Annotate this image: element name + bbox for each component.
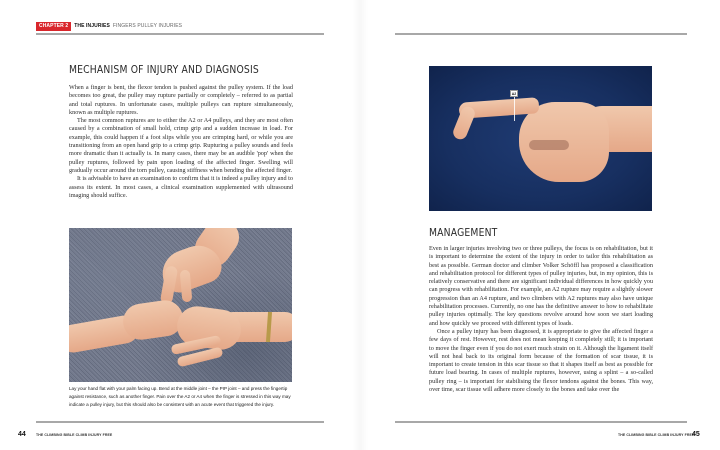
header-rule	[36, 33, 324, 35]
a2-indicator-line	[514, 97, 515, 121]
running-header	[36, 21, 182, 31]
photo-a2-finger	[429, 66, 652, 211]
paragraph: Even in larger injuries involving two or three pulleys, the focus is on rehabilitation, but it is important to determine the extent of the injury in order to tailor this rehabilitation as best as possible. German doctor and climber Volker Schöffl has proposed a classification and rehabilitation protocol for different types of pulley injuries, but, in my opinion, this is relatively conservative and there are significant individual differences in how quickly you can progress with rehabilitation. For example, an A2 rupture may require a slightly slower progression than an A4 rupture, and two climbers with A2 ruptures may also have unique rehabilitation processes. Currently, no one has the definitive answer to how to rehabilitate pulley injuries optimally. The key questions revolve around how soon we start loading and how quickly we proceed with different types of loads.	[429, 245, 653, 327]
page-number-right: 45	[692, 431, 700, 438]
paragraph: The most common ruptures are to either the A2 or A4 pulleys, and they are most often caused by a combination of small hold, crimp grip and a sudden increase in load. For example, this could happen if a foot slips while you are crimping hard, or while you are transitioning from an open hand grip to a crimp grip. Rupturing a pulley sounds and feels more dramatic than it actually is. In many cases, there may be an audible 'pop' when the pulley ruptures, followed by pain upon loading of the affected finger. Swelling will gradually occur around the torn pulley, causing stiffness when bending the affected finger.	[69, 117, 293, 174]
page-number-left: 44	[18, 431, 26, 438]
paragraph: When a finger is bent, the flexor tendon is pushed against the pulley system. If the load becomes too great, the pulley may rupture partially or completely – referred to as partial and total ruptures. In unfortunate cases, multiple pulleys can rupture simultaneously, known as multiple ruptures.	[69, 84, 293, 116]
section-label: THE INJURIES	[74, 23, 110, 29]
body-text-mechanism	[69, 84, 293, 200]
right-page	[360, 0, 720, 450]
footer-rule	[36, 421, 324, 423]
footer-book-title: THE CLIMBING BIBLE CLIMB INJURY FREE	[618, 433, 695, 437]
body-text-management	[429, 245, 653, 394]
a2-label: A2	[511, 91, 517, 96]
chapter-badge: CHAPTER 2	[36, 22, 71, 31]
photo-caption: Lay your hand flat with your palm facing up. Bend at the middle joint – the PIP joint – and press the fingertip against resistance, such as another finger. Pain over the A2 or A4 when the finger is stressed in this way may indicate a pulley injury, but this should also be consistent with an acute event that triggered the injury.	[69, 386, 291, 407]
photo-hands-pulley-test	[69, 228, 292, 382]
footer-rule	[395, 421, 687, 423]
knuckle-shadow	[529, 140, 569, 150]
header-rule	[395, 33, 687, 35]
fingertip-shape	[451, 105, 477, 142]
section-heading-management: MANAGEMENT	[429, 227, 498, 239]
hand-shape	[121, 298, 185, 342]
section-heading-mechanism: MECHANISM OF INJURY AND DIAGNOSIS	[69, 64, 259, 76]
paragraph: It is advisable to have an examination to confirm that it is indeed a pulley injury and to assess its extent. In most cases, a clinical examination supplemented with ultrasound imaging should suffice.	[69, 175, 293, 199]
topic-label: FINGERS PULLEY INJURIES	[112, 23, 183, 29]
paragraph: Once a pulley injury has been diagnosed, it is appropriate to give the affected finger a few days of rest. However, rest does not mean keeping it completely still; it is important to move the finger even if you do not exert much strain on it. Although the ligament itself will not heal back to its original form because of the formation of scar tissue, it is important to create tension in this scar tissue so that it shapes itself as best as possible for future load bearing. In cases of multiple ruptures, however, using a splint – a so-called pulley ring – is important for stabilising the flexor tendons against the bones. This way, over time, scar tissue will adhere more closely to the bones and take over the	[429, 327, 653, 394]
footer-book-title: THE CLIMBING BIBLE CLIMB INJURY FREE	[36, 433, 113, 437]
